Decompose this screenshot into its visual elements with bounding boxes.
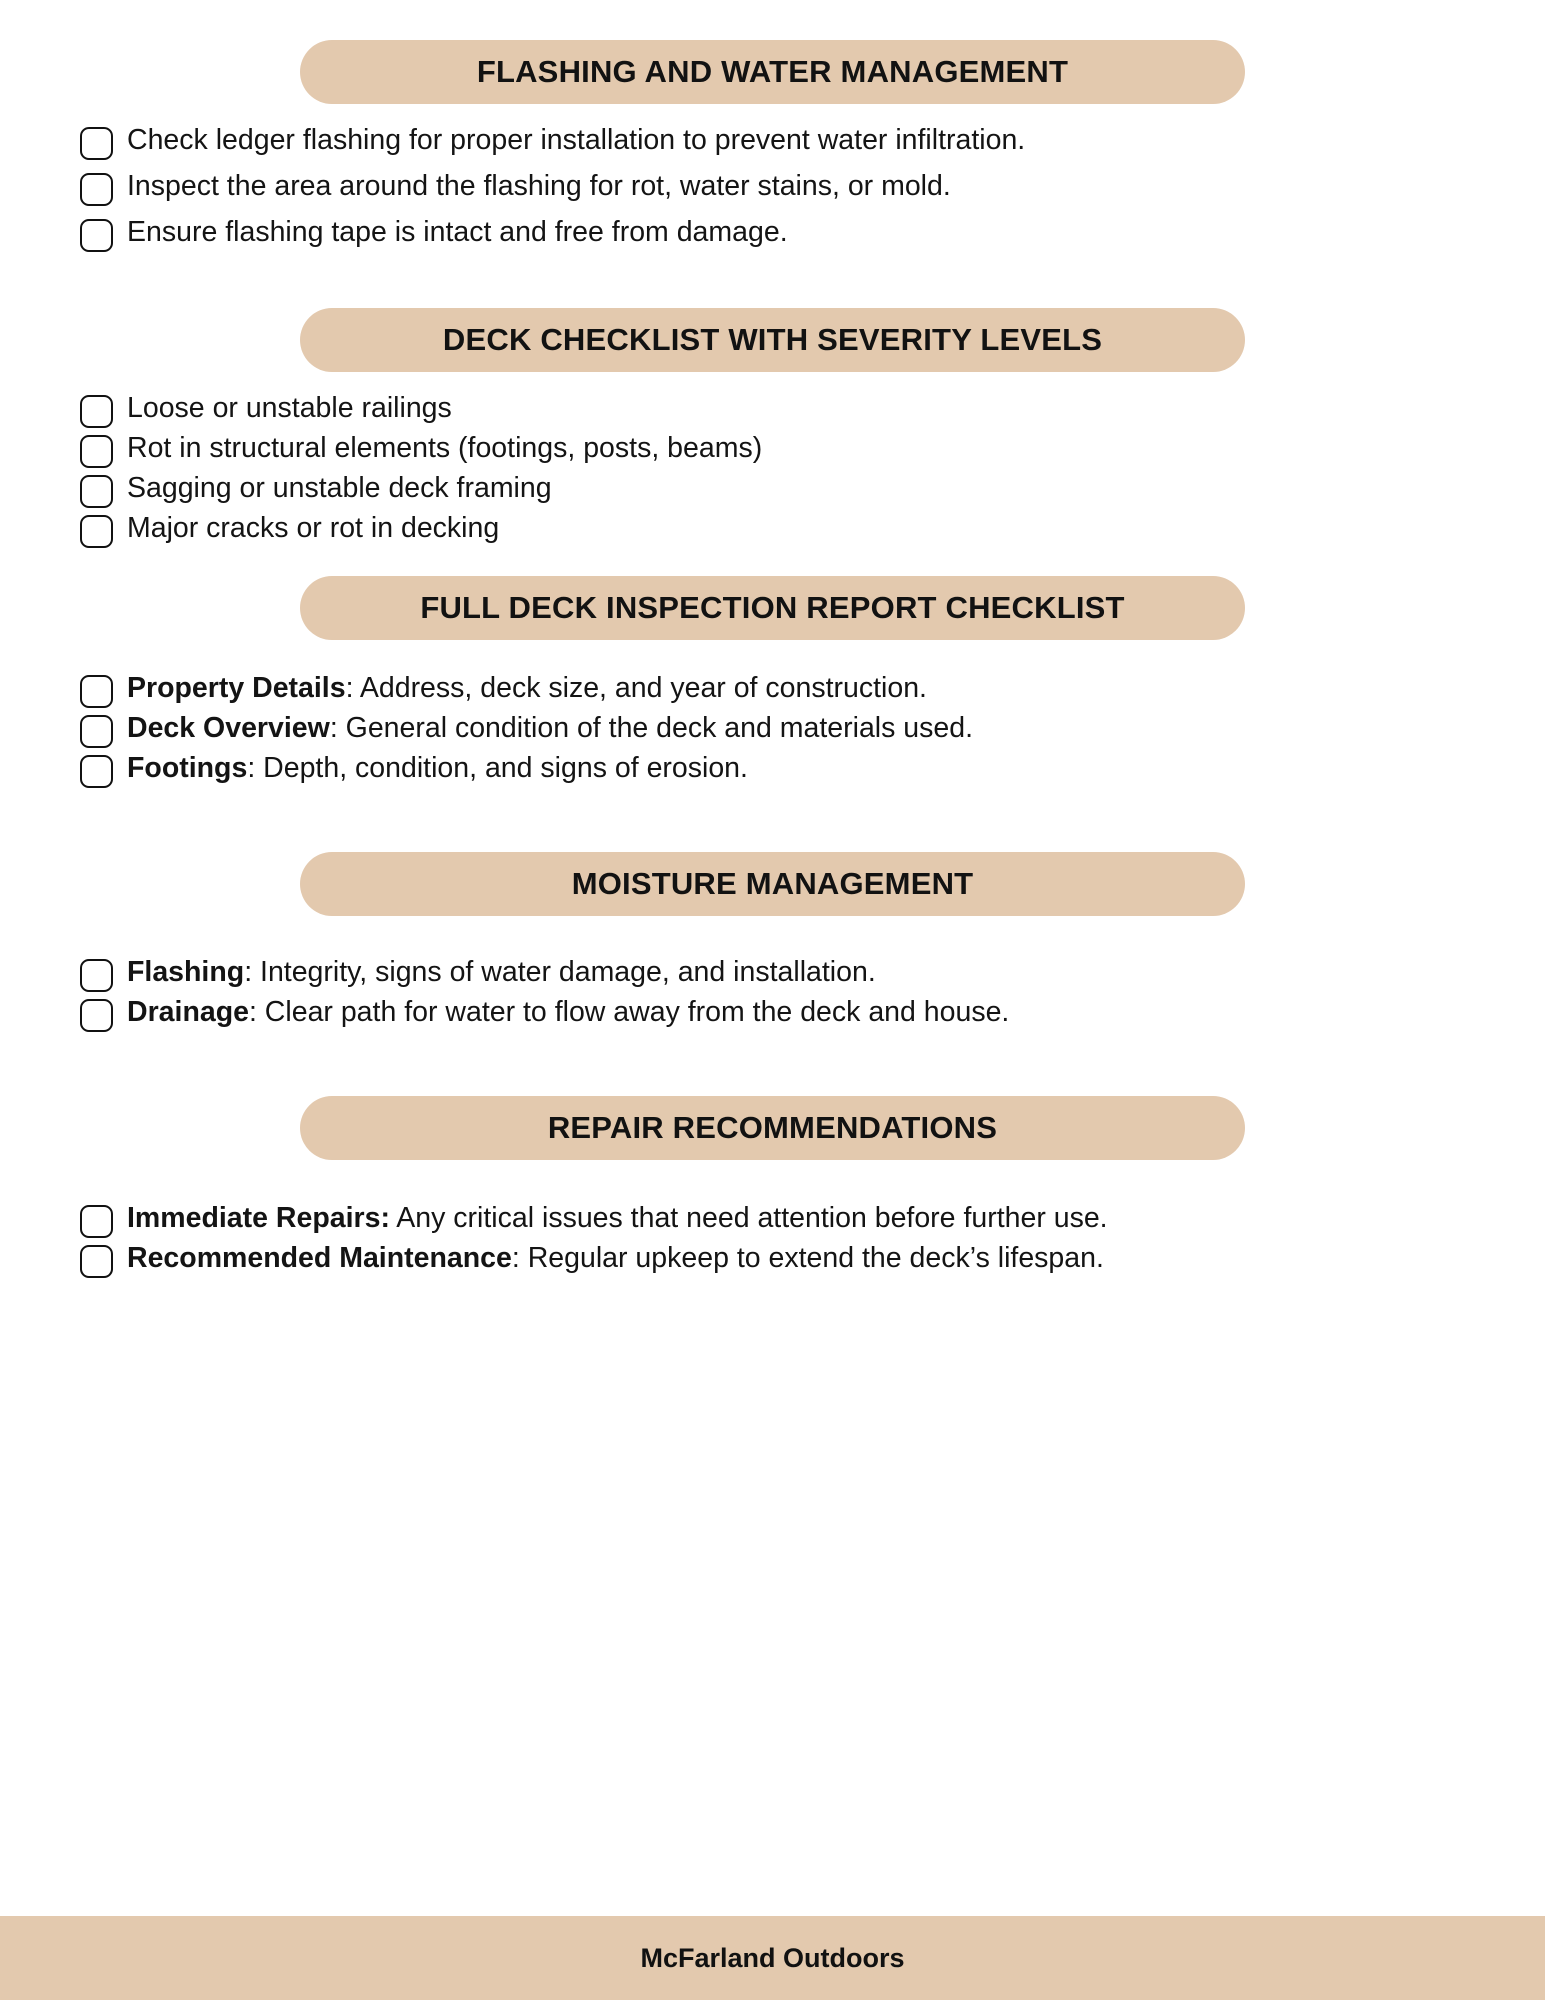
spacer xyxy=(80,260,1465,308)
checkbox-icon[interactable] xyxy=(80,999,113,1032)
checklist-item[interactable] xyxy=(80,1200,1465,1238)
checkbox-icon[interactable] xyxy=(80,715,113,748)
checklist-item[interactable] xyxy=(80,470,1465,508)
checklist-item[interactable] xyxy=(80,168,1465,206)
checklist-item-label: Inspect the area around the flashing for rot, water stains, or mold. xyxy=(127,170,951,202)
checklist-item-desc: : Clear path for water to flow away from the deck and house. xyxy=(248,996,1010,1028)
checkbox-icon[interactable] xyxy=(80,675,113,708)
checklist-item[interactable] xyxy=(80,214,1465,252)
checklist-item-label: Rot in structural elements (footings, posts, beams) xyxy=(127,432,763,464)
checkbox-icon[interactable] xyxy=(80,959,113,992)
section-deck-checklist-with-severity-levels xyxy=(80,308,1465,548)
section-heading: REPAIR RECOMMENDATIONS xyxy=(300,1096,1245,1160)
checkbox-icon[interactable] xyxy=(80,1245,113,1278)
checklist-item-desc: : Integrity, signs of water damage, and installation. xyxy=(244,956,876,988)
checklist xyxy=(80,954,1465,1032)
footer-brand: McFarland Outdoors xyxy=(640,1942,905,1973)
checklist-item[interactable] xyxy=(80,122,1465,160)
page-footer xyxy=(0,1916,1545,2000)
spacer xyxy=(80,550,1465,576)
checklist-item[interactable] xyxy=(80,710,1465,748)
checklist-item-desc: : Depth, condition, and signs of erosion. xyxy=(247,752,748,784)
checkbox-icon[interactable] xyxy=(80,127,113,160)
checklist-item-label: Check ledger flashing for proper installation to prevent water infiltration. xyxy=(127,124,1026,156)
checklist-item-desc: : General condition of the deck and materials used. xyxy=(329,712,974,744)
checklist-item[interactable] xyxy=(80,994,1465,1032)
section-heading: DECK CHECKLIST WITH SEVERITY LEVELS xyxy=(300,308,1245,372)
checklist-item-desc: : Address, deck size, and year of construction. xyxy=(345,672,927,704)
checklist-item-label: Loose or unstable railings xyxy=(127,392,452,424)
checklist-item-term: Property Details xyxy=(127,672,346,704)
checklist-item-label xyxy=(127,750,748,787)
checklist-item-label xyxy=(127,994,1009,1031)
section-heading: FULL DECK INSPECTION REPORT CHECKLIST xyxy=(300,576,1245,640)
checklist-item-desc: Any critical issues that need attention before further use. xyxy=(389,1202,1108,1234)
checklist-item[interactable] xyxy=(80,510,1465,548)
checklist-item-term: Recommended Maintenance xyxy=(127,1242,512,1274)
checklist-item[interactable] xyxy=(80,1240,1465,1278)
checklist-item-label: Ensure flashing tape is intact and free from damage. xyxy=(127,216,788,248)
checkbox-icon[interactable] xyxy=(80,219,113,252)
checklist-item-term: Flashing xyxy=(127,956,245,988)
checklist-item-term: Drainage xyxy=(127,996,249,1028)
checkbox-icon[interactable] xyxy=(80,515,113,548)
checklist-item-label xyxy=(127,954,876,991)
checklist-item[interactable] xyxy=(80,390,1465,428)
section-flashing-and-water-management xyxy=(80,40,1465,252)
checklist xyxy=(80,1200,1465,1278)
checkbox-icon[interactable] xyxy=(80,1205,113,1238)
checklist-item[interactable] xyxy=(80,954,1465,992)
checklist-item-desc: : Regular upkeep to extend the deck’s lifespan. xyxy=(511,1242,1104,1274)
checklist-item-label xyxy=(127,1200,1108,1237)
spacer xyxy=(80,1034,1465,1096)
section-full-deck-inspection-report-checklist xyxy=(80,576,1465,788)
checklist-item[interactable] xyxy=(80,670,1465,708)
checkbox-icon[interactable] xyxy=(80,435,113,468)
checklist xyxy=(80,390,1465,548)
checkbox-icon[interactable] xyxy=(80,173,113,206)
checklist-item[interactable] xyxy=(80,750,1465,788)
checklist-item-label xyxy=(127,1240,1104,1277)
checklist-item-label xyxy=(127,710,973,747)
checklist-item-label: Major cracks or rot in decking xyxy=(127,512,500,544)
section-moisture-management xyxy=(80,852,1465,1032)
checklist-item-term: Deck Overview xyxy=(127,712,330,744)
spacer xyxy=(80,790,1465,852)
checklist-item-label: Sagging or unstable deck framing xyxy=(127,472,552,504)
checkbox-icon[interactable] xyxy=(80,475,113,508)
section-repair-recommendations xyxy=(80,1096,1465,1278)
checklist-item-label xyxy=(127,670,927,707)
checkbox-icon[interactable] xyxy=(80,755,113,788)
section-heading: FLASHING AND WATER MANAGEMENT xyxy=(300,40,1245,104)
checkbox-icon[interactable] xyxy=(80,395,113,428)
checklist-item-term: Footings xyxy=(127,752,248,784)
section-heading: MOISTURE MANAGEMENT xyxy=(300,852,1245,916)
checklist-item-term: Immediate Repairs: xyxy=(127,1202,390,1234)
checklist-item[interactable] xyxy=(80,430,1465,468)
checklist xyxy=(80,670,1465,788)
checklist xyxy=(80,122,1465,252)
